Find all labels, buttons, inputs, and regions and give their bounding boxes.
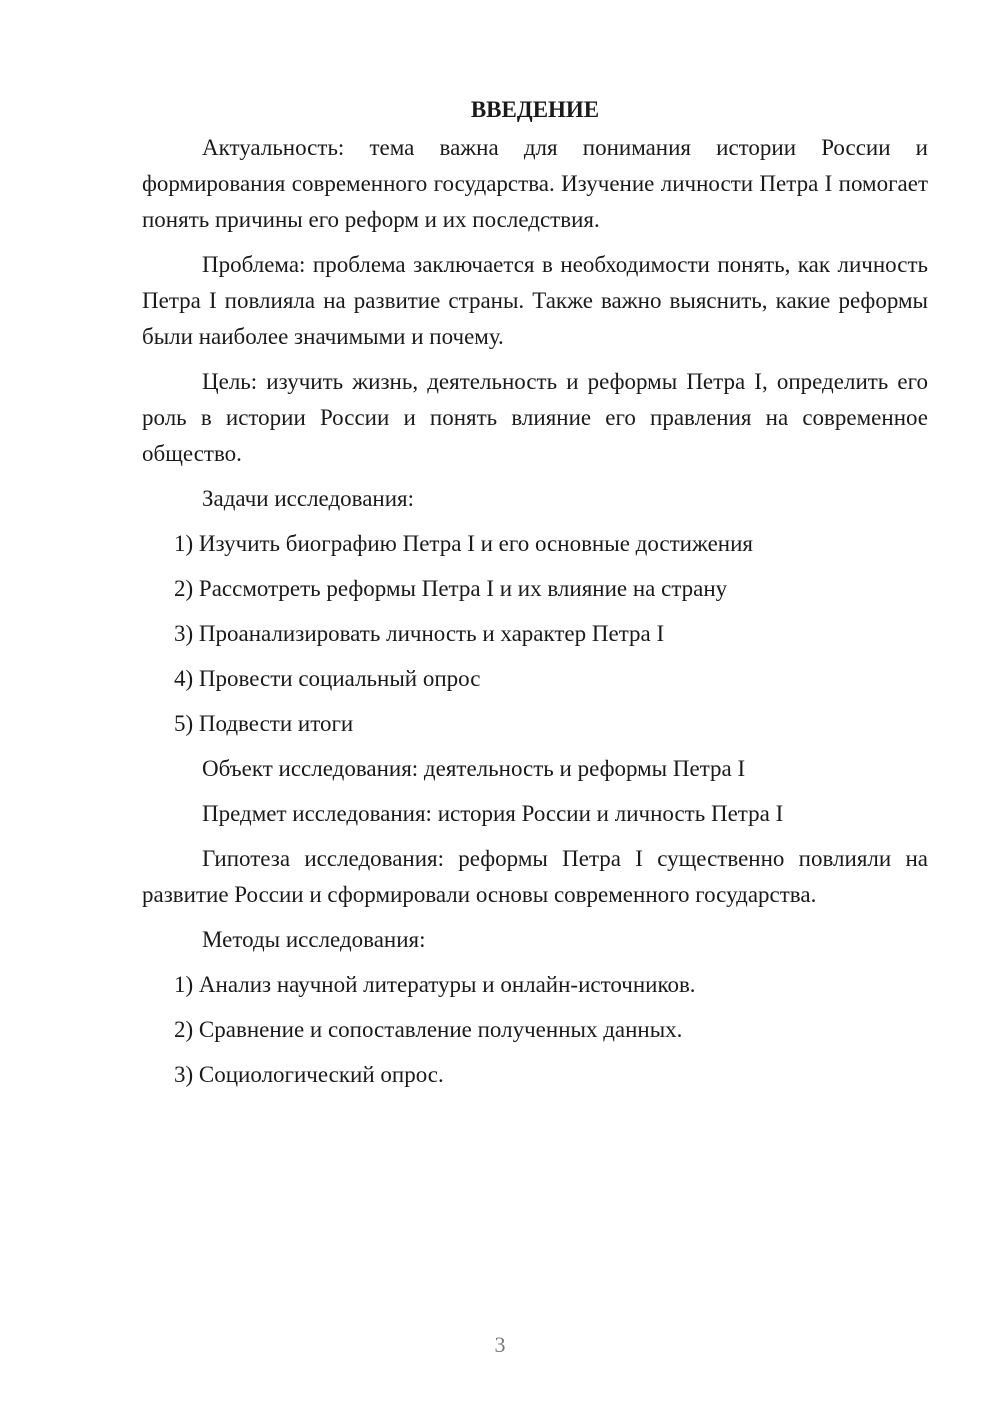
list-item: 1) Изучить биографию Петра I и его основные достижения (174, 531, 753, 556)
list-item: 4) Провести социальный опрос (174, 666, 481, 691)
tasks-list (142, 526, 928, 742)
methods-list (142, 967, 928, 1093)
page-title: ВВЕДЕНИЕ (470, 97, 600, 122)
methods-heading: Методы исследования: (202, 927, 426, 952)
subject-paragraph: Предмет исследования: история России и личность Петра I (202, 801, 784, 826)
list-item: 1) Анализ научной литературы и онлайн-источников. (174, 972, 696, 997)
document-body (142, 92, 928, 1102)
list-item: 2) Сравнение и сопоставление полученных данных. (174, 1017, 683, 1042)
problem-paragraph: Проблема: проблема заключается в необходимости понять, как личность Петра I повлияла на развитие страны. Также важно выяснить, какие реформы были наиболее значимыми и почему. (142, 252, 928, 349)
relevance-paragraph: Актуальность: тема важна для понимания истории России и формирования современного государства. Изучение личности Петра I помогает понять причины его реформ и их последствия. (142, 135, 928, 232)
list-item: 3) Проанализировать личность и характер Петра I (174, 621, 665, 646)
goal-paragraph: Цель: изучить жизнь, деятельность и реформы Петра I, определить его роль в истории России и понять влияние его правления на современное общество. (142, 369, 928, 466)
list-item: 5) Подвести итоги (174, 711, 354, 736)
list-item: 3) Социологический опрос. (174, 1062, 444, 1087)
tasks-heading: Задачи исследования: (202, 486, 415, 511)
list-item: 2) Рассмотреть реформы Петра I и их влияние на страну (174, 576, 728, 601)
hypothesis-paragraph: Гипотеза исследования: реформы Петра I существенно повлияли на развитие России и сформировали основы современного государства. (142, 846, 928, 907)
page-number: 3 (494, 1332, 506, 1357)
object-paragraph: Объект исследования: деятельность и реформы Петра I (202, 756, 746, 781)
